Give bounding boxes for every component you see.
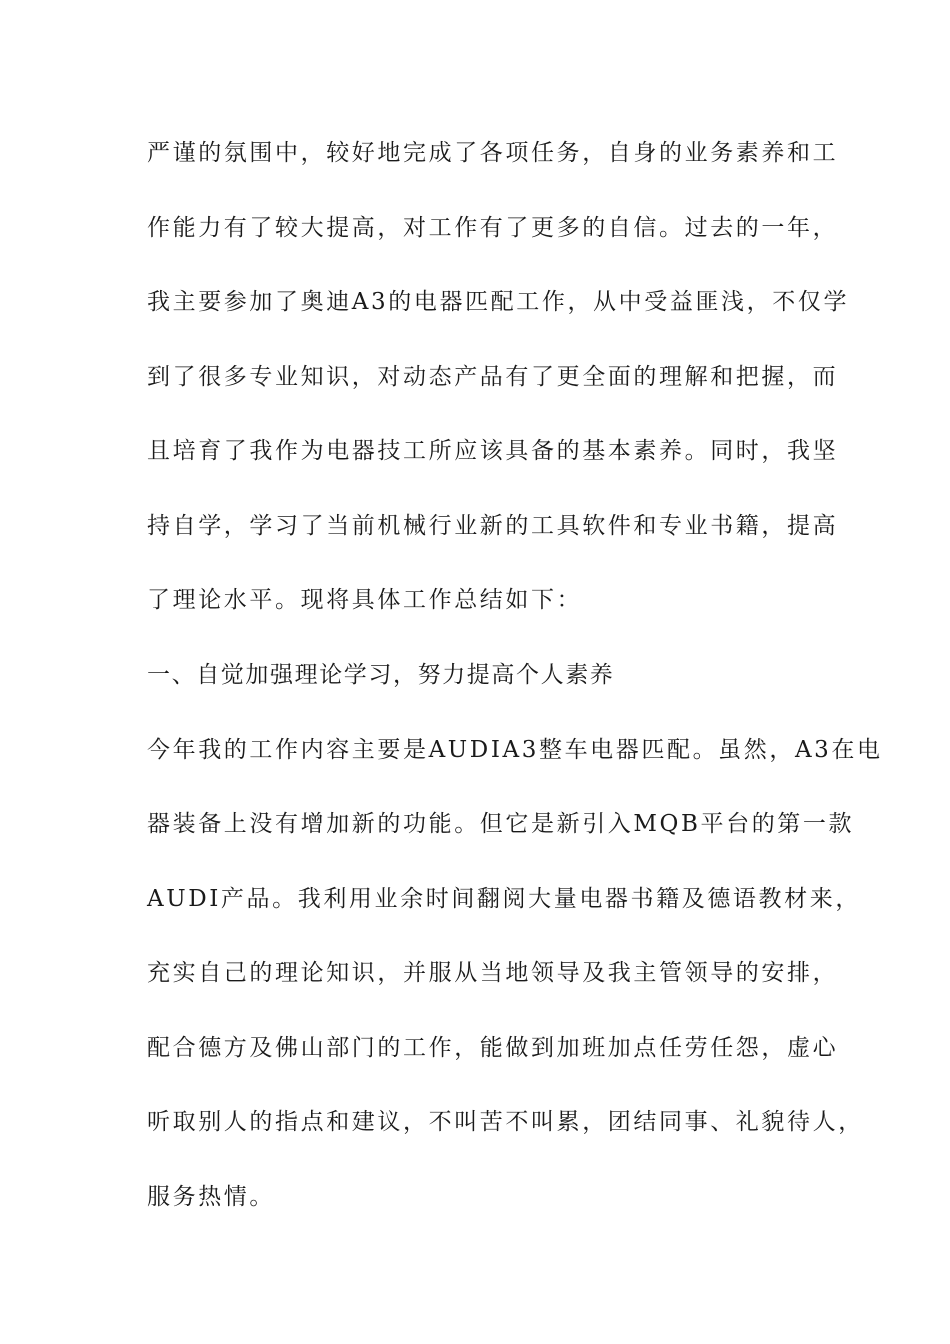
- paragraph-line: 我主要参加了奥迪A3的电器匹配工作，从中受益匪浅，不仅学: [147, 289, 850, 315]
- paragraph-line: 持自学，学习了当前机械行业新的工具软件和专业书籍，提高: [147, 513, 839, 539]
- paragraph-line: 且培育了我作为电器技工所应该具备的基本素养。同时，我坚: [147, 438, 839, 464]
- section-heading: 一、自觉加强理论学习，努力提高个人素养: [147, 662, 615, 688]
- paragraph-line: 充实自己的理论知识，并服从当地领导及我主管领导的安排，: [147, 960, 839, 986]
- paragraph-line: AUDI产品。我利用业余时间翻阅大量电器书籍及德语教材来，: [147, 886, 861, 912]
- paragraph-line: 器装备上没有增加新的功能。但它是新引入MQB平台的第一款: [147, 811, 855, 837]
- paragraph-line: 到了很多专业知识，对动态产品有了更全面的理解和把握，而: [147, 364, 839, 390]
- paragraph-line: 今年我的工作内容主要是AUDIA3整车电器匹配。虽然，A3在电: [147, 737, 883, 763]
- paragraph-line: 听取别人的指点和建议，不叫苦不叫累，团结同事、礼貌待人，: [147, 1109, 864, 1135]
- paragraph-line: 了理论水平。现将具体工作总结如下：: [147, 587, 583, 613]
- paragraph-line: 配合德方及佛山部门的工作，能做到加班加点任劳任怨，虚心: [147, 1035, 839, 1061]
- paragraph-line: 服务热情。: [147, 1184, 275, 1210]
- paragraph-line: 作能力有了较大提高，对工作有了更多的自信。过去的一年，: [147, 215, 839, 241]
- paragraph-line: 严谨的氛围中，较好地完成了各项任务，自身的业务素养和工: [147, 140, 839, 166]
